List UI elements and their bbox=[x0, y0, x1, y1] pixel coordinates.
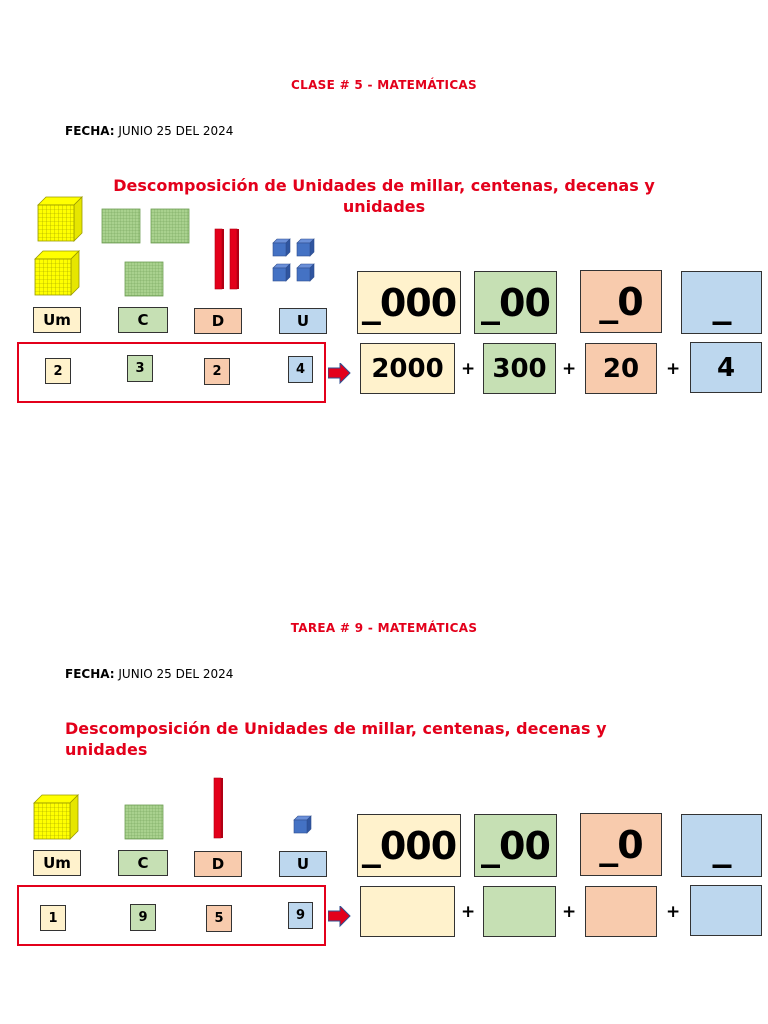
unit-cube-icon bbox=[273, 239, 290, 256]
plus-sign: + bbox=[562, 359, 577, 379]
label-units: U bbox=[279, 308, 327, 334]
template-thousands: _000 bbox=[357, 271, 461, 334]
plus-sign: + bbox=[461, 902, 476, 922]
date-line bbox=[65, 667, 233, 681]
label-tens: D bbox=[194, 851, 242, 877]
class-title: CLASE # 5 - MATEMÁTICAS bbox=[291, 78, 477, 92]
answer-thousands: 2000 bbox=[360, 343, 455, 394]
plus-sign: + bbox=[562, 902, 577, 922]
template-hundreds: _00 bbox=[474, 814, 557, 877]
base-ten-blocks bbox=[30, 195, 340, 305]
date-value: JUNIO 25 DEL 2024 bbox=[118, 667, 234, 681]
thousand-cube-icon bbox=[34, 795, 78, 839]
answer-hundreds-input[interactable] bbox=[483, 886, 556, 937]
unit-cube-icon bbox=[297, 239, 314, 256]
unit-cube-icon bbox=[294, 816, 311, 833]
digit-thousands: 2 bbox=[45, 358, 71, 384]
digit-tens: 5 bbox=[206, 905, 232, 932]
template-thousands: _000 bbox=[357, 814, 461, 877]
plus-sign: + bbox=[666, 359, 681, 379]
plus-sign: + bbox=[666, 902, 681, 922]
ten-rod-icon bbox=[230, 229, 239, 289]
answer-thousands-input[interactable] bbox=[360, 886, 455, 937]
hundred-flat-icon bbox=[125, 262, 163, 296]
answer-hundreds: 300 bbox=[483, 343, 556, 394]
template-units: _ bbox=[681, 271, 762, 334]
digit-thousands: 1 bbox=[40, 905, 66, 931]
template-tens: _0 bbox=[580, 270, 662, 333]
hundred-flat-icon bbox=[125, 805, 163, 839]
hundred-flat-icon bbox=[102, 209, 140, 243]
label-hundreds: C bbox=[118, 850, 168, 876]
template-hundreds: _00 bbox=[474, 271, 557, 334]
exercise-heading: Descomposición de Unidades de millar, centenas, decenas y unidades bbox=[113, 176, 655, 216]
answer-units: 4 bbox=[690, 342, 762, 393]
right-arrow-icon bbox=[328, 906, 352, 928]
label-units: U bbox=[279, 851, 327, 877]
plus-sign: + bbox=[461, 359, 476, 379]
date-label: FECHA: bbox=[65, 124, 115, 138]
date-label: FECHA: bbox=[65, 667, 115, 681]
template-units: _ bbox=[681, 814, 762, 877]
ten-rod-icon bbox=[214, 778, 223, 838]
label-tens: D bbox=[194, 308, 242, 334]
unit-cube-icon bbox=[273, 264, 290, 281]
label-thousands: Um bbox=[33, 850, 81, 876]
hundred-flat-icon bbox=[151, 209, 189, 243]
date-line bbox=[65, 124, 233, 138]
digit-units: 4 bbox=[288, 356, 313, 383]
answer-tens: 20 bbox=[585, 343, 657, 394]
digit-units: 9 bbox=[288, 902, 313, 929]
right-arrow-icon bbox=[328, 363, 352, 385]
date-value: JUNIO 25 DEL 2024 bbox=[118, 124, 234, 138]
label-hundreds: C bbox=[118, 307, 168, 333]
thousand-cube-icon bbox=[35, 251, 79, 295]
digit-hundreds: 9 bbox=[130, 904, 156, 931]
template-tens: _0 bbox=[580, 813, 662, 876]
unit-cube-icon bbox=[297, 264, 314, 281]
digit-hundreds: 3 bbox=[127, 355, 153, 382]
ten-rod-icon bbox=[215, 229, 224, 289]
thousand-cube-icon bbox=[38, 197, 82, 241]
homework-title: TAREA # 9 - MATEMÁTICAS bbox=[290, 621, 478, 635]
answer-tens-input[interactable] bbox=[585, 886, 657, 937]
label-thousands: Um bbox=[33, 307, 81, 333]
digit-tens: 2 bbox=[204, 358, 230, 385]
base-ten-blocks bbox=[30, 775, 340, 845]
answer-units-input[interactable] bbox=[690, 885, 762, 936]
exercise-heading: Descomposición de Unidades de millar, centenas, decenas y unidades bbox=[65, 719, 607, 759]
